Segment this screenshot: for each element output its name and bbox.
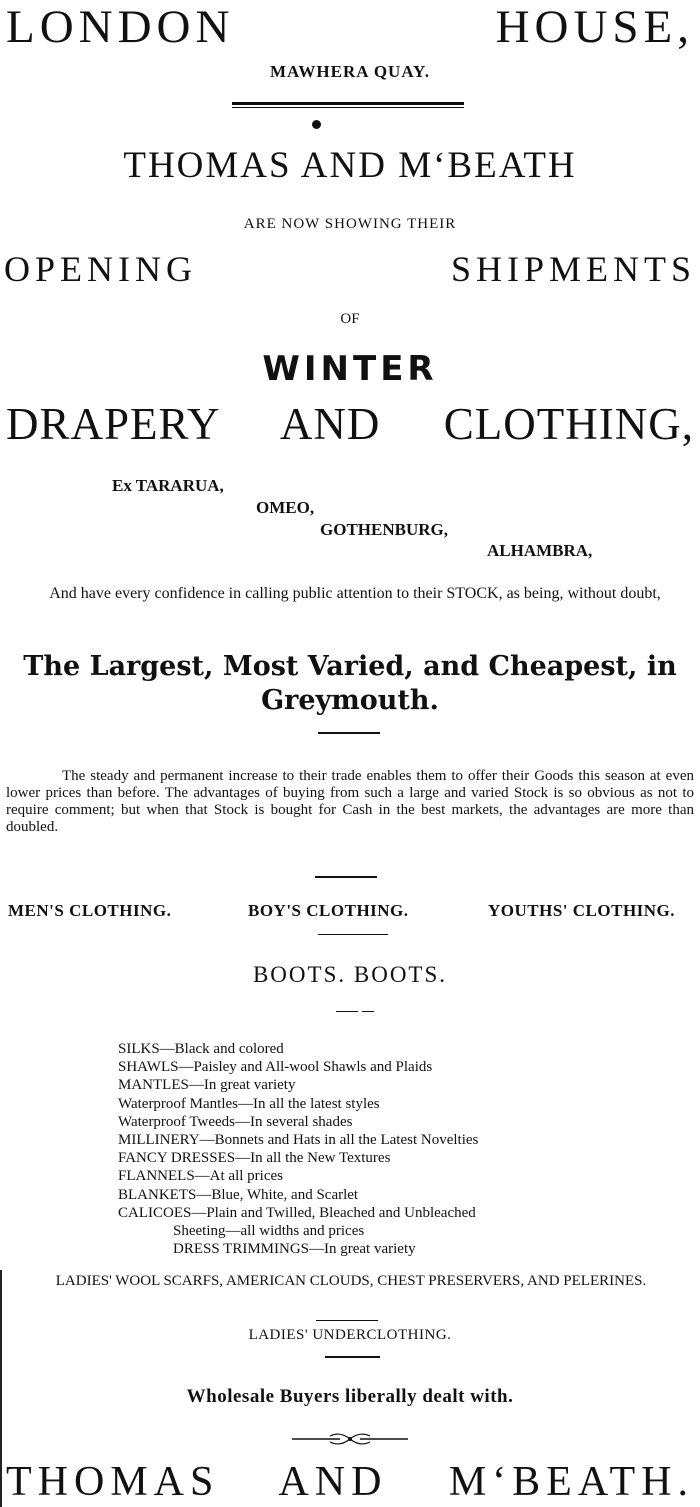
location-line: MAWHERA QUAY. (269, 62, 431, 81)
list-item: CALICOES—Plain and Twilled, Bleached and Unbleached (118, 1204, 476, 1221)
wholesale-line: Wholesale Buyers liberally dealt with. (186, 1386, 514, 1407)
short-rule-2 (315, 876, 377, 878)
firm-name-heading: THOMAS AND M‘BEATH (123, 145, 577, 186)
list-item: MILLINERY—Bonnets and Hats in all the Latest Novelties (118, 1132, 479, 1149)
list-item: Waterproof Mantles—In all the latest styles (118, 1095, 380, 1112)
list-item-indented: DRESS TRIMMINGS—In great variety (173, 1241, 416, 1258)
short-rule-4 (316, 1320, 378, 1321)
of-line: OF (340, 311, 360, 327)
list-item-indented: Sheeting—all widths and prices (173, 1223, 365, 1240)
ship-omeo: OMEO, (256, 498, 315, 517)
mens-clothing: MEN'S CLOTHING. (8, 901, 172, 920)
list-item: SHAWLS—Paisley and All-wool Shawls and Plaids (118, 1059, 433, 1076)
boots-heading: BOOTS. BOOTS. (252, 962, 448, 987)
rule-double-bottom (232, 107, 464, 108)
goods-list (118, 1040, 478, 1258)
list-item: MANTLES—In great variety (118, 1077, 296, 1094)
list-item: Waterproof Tweeds—In several shades (118, 1113, 353, 1130)
ladies-wool-text: LADIES' WOOL SCARFS, AMERICAN CLOUDS, CHEST PRESERVERS, AND PELERINES. (55, 1273, 647, 1289)
short-rule-3 (318, 934, 388, 935)
ship-alhambra: ALHAMBRA, (487, 541, 593, 560)
list-item: FANCY DRESSES—In all the New Textures (118, 1150, 391, 1167)
ship-tararua: Ex TARARUA, (112, 476, 224, 495)
ladies-wool-paragraph (8, 1272, 694, 1290)
london-house-title: LONDON HOUSE, (6, 1, 694, 53)
bullet-ornament (312, 120, 321, 129)
dash-rule-right (362, 1011, 374, 1012)
youths-clothing: YOUTHS' CLOTHING. (488, 901, 676, 920)
largest-cheapest-heading: The Largest, Most Varied, and Cheapest, in Greymouth. (23, 651, 677, 716)
list-item: SILKS—Black and colored (118, 1041, 284, 1057)
rule-double-top (232, 102, 464, 105)
steady-increase-paragraph (6, 768, 694, 836)
steady-text: The steady and permanent increase to their trade enables them to offer their Goods this season at even lower prices than before. The advantages of buying from such a large and varied Stock is so obvious as not to require comment; but when that Stock is bought for Cash in the best markets, the advantages are more than doubled. (6, 768, 694, 835)
winter-heading: WINTER (262, 349, 438, 389)
ship-gothenburg: GOTHENBURG, (320, 520, 448, 539)
footer-firm-name: THOMAS AND M‘BEATH. (6, 1459, 694, 1505)
showing-line: ARE NOW SHOWING THEIR (243, 216, 457, 232)
confidence-paragraph: And have every confidence in calling public attention to their STOCK, as being, without doubt, (49, 585, 661, 602)
underclothing-line: LADIES' UNDERCLOTHING. (248, 1327, 452, 1343)
boys-clothing: BOY'S CLOTHING. (248, 901, 409, 920)
short-rule-1 (318, 732, 380, 734)
short-rule-5 (325, 1356, 380, 1358)
opening-shipments-heading: OPENING SHIPMENTS (4, 249, 696, 289)
flourish-ornament (290, 1431, 410, 1447)
dash-rule-left (336, 1011, 358, 1012)
drapery-clothing-heading: DRAPERY AND CLOTHING, (6, 399, 694, 449)
list-item: BLANKETS—Blue, White, and Scarlet (118, 1186, 359, 1203)
list-item: FLANNELS—At all prices (118, 1168, 283, 1185)
